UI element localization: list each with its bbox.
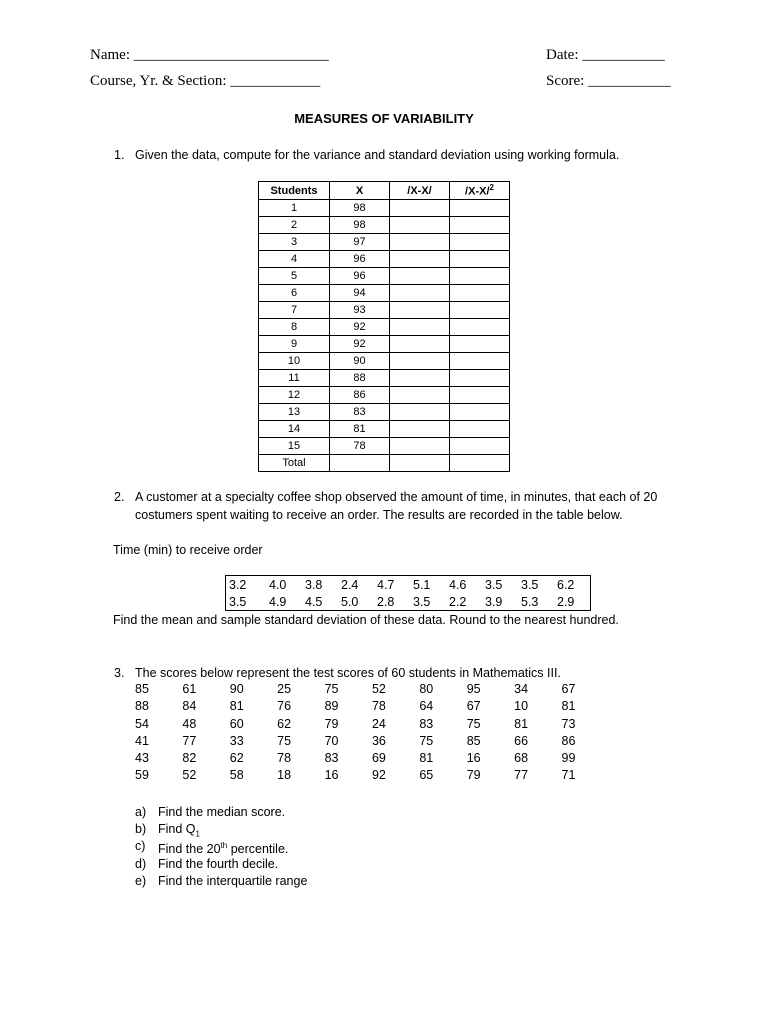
score-cell: 83 bbox=[419, 716, 434, 731]
score-cell: 71 bbox=[561, 768, 576, 783]
score-cell: 81 bbox=[561, 699, 576, 714]
score-cell: 43 bbox=[135, 751, 149, 766]
score-cell: 75 bbox=[277, 733, 292, 748]
table-row bbox=[259, 438, 510, 455]
score-cell: 75 bbox=[419, 733, 434, 748]
abs-deviation-squared-cell bbox=[450, 370, 510, 387]
abs-deviation-squared-cell bbox=[450, 353, 510, 370]
x-value-cell: 97 bbox=[330, 234, 390, 251]
abs-deviation-squared-cell bbox=[450, 268, 510, 285]
abs-deviation-squared-cell bbox=[450, 421, 510, 438]
total-value-cell bbox=[450, 455, 510, 472]
q1-number: 1. bbox=[114, 148, 125, 162]
student-number-cell: 10 bbox=[259, 353, 330, 370]
student-number-cell: 2 bbox=[259, 217, 330, 234]
time-value-cell: 5.1 bbox=[413, 577, 431, 592]
q3-score-grid bbox=[135, 682, 609, 786]
score-cell: 69 bbox=[371, 751, 386, 766]
table-row bbox=[259, 200, 510, 217]
abs-deviation-squared-cell bbox=[450, 319, 510, 336]
score-row bbox=[135, 699, 609, 716]
score-cell: 62 bbox=[277, 716, 292, 731]
abs-deviation-cell bbox=[390, 268, 450, 285]
score-cell: 85 bbox=[466, 733, 481, 748]
table-row bbox=[226, 576, 591, 594]
score-cell: 81 bbox=[419, 751, 434, 766]
time-value-cell: 4.0 bbox=[269, 577, 287, 592]
table-row bbox=[259, 336, 510, 353]
score-row bbox=[135, 682, 609, 699]
time-value-cell: 2.2 bbox=[449, 594, 467, 609]
time-value-cell: 2.4 bbox=[341, 577, 359, 592]
task-b-text: Find $Q_1$ bbox=[158, 822, 200, 839]
score-cell: 83 bbox=[324, 751, 339, 766]
score-cell: 75 bbox=[324, 682, 339, 696]
abs-deviation-cell bbox=[390, 353, 450, 370]
time-value-cell: 4.5 bbox=[305, 594, 323, 609]
abs-deviation-squared-cell bbox=[450, 285, 510, 302]
score-cell: 36 bbox=[371, 733, 386, 748]
table-row bbox=[259, 387, 510, 404]
table-row bbox=[259, 217, 510, 234]
score-row bbox=[135, 717, 609, 734]
time-value-cell: 2.8 bbox=[377, 594, 395, 609]
x-value-cell: 92 bbox=[330, 336, 390, 353]
score-cell: 85 bbox=[135, 682, 149, 696]
abs-deviation-squared-cell bbox=[450, 251, 510, 268]
total-value-cell bbox=[330, 455, 390, 472]
student-number-cell: 5 bbox=[259, 268, 330, 285]
time-value-cell: 2.9 bbox=[557, 594, 575, 609]
abs-deviation-cell bbox=[390, 319, 450, 336]
student-number-cell: 4 bbox=[259, 251, 330, 268]
time-value-cell: 3.5 bbox=[413, 594, 431, 609]
x-value-cell: 98 bbox=[330, 200, 390, 217]
abs-deviation-cell bbox=[390, 285, 450, 302]
score-cell: 77 bbox=[514, 768, 529, 783]
score-row bbox=[135, 768, 609, 785]
score-cell: 67 bbox=[561, 682, 576, 696]
q2-instruction: Find the mean and sample standard deviation of these data. Round to the nearest hundred. bbox=[113, 613, 619, 627]
task-c-text: Find the 20th percentile. bbox=[158, 841, 289, 857]
table-row bbox=[259, 404, 510, 421]
student-number-cell: 15 bbox=[259, 438, 330, 455]
x-value-cell: 90 bbox=[330, 353, 390, 370]
abs-deviation-squared-cell bbox=[450, 200, 510, 217]
abs-deviation-squared-cell bbox=[450, 336, 510, 353]
abs-deviation-squared-cell bbox=[450, 404, 510, 421]
score-cell: 16 bbox=[466, 751, 481, 766]
x-value-cell: 93 bbox=[330, 302, 390, 319]
time-value-cell: 4.6 bbox=[449, 577, 467, 592]
score-row bbox=[135, 751, 609, 768]
time-value-cell: 3.2 bbox=[229, 577, 247, 592]
score-row bbox=[135, 734, 609, 751]
x-value-cell: 94 bbox=[330, 285, 390, 302]
x-value-cell: 96 bbox=[330, 251, 390, 268]
time-value-cell: 4.7 bbox=[377, 577, 395, 592]
score-cell: 34 bbox=[514, 682, 529, 696]
abs-deviation-squared-cell bbox=[450, 234, 510, 251]
q3-text: The scores below represent the test scores of 60 students in Mathematics III. bbox=[135, 666, 561, 680]
x-value-cell: 86 bbox=[330, 387, 390, 404]
task-c-letter: c) bbox=[135, 839, 146, 853]
course-section-field-label: Course, Yr. & Section: ____________ bbox=[90, 73, 321, 89]
x-value-cell: 88 bbox=[330, 370, 390, 387]
abs-deviation-cell bbox=[390, 251, 450, 268]
q3-number: 3. bbox=[114, 666, 125, 680]
score-cell: 62 bbox=[229, 751, 244, 766]
column-header-abs-deviation-squared: /X-X/$^2$ bbox=[450, 182, 510, 200]
score-field-label: Score: ___________ bbox=[546, 73, 671, 89]
x-value-cell: 96 bbox=[330, 268, 390, 285]
table-row bbox=[259, 285, 510, 302]
task-e-text: Find the interquartile range bbox=[158, 874, 308, 888]
abs-deviation-cell bbox=[390, 336, 450, 353]
abs-deviation-cell bbox=[390, 438, 450, 455]
q1-text: Given the data, compute for the variance and standard deviation using working formula. bbox=[135, 148, 620, 162]
student-number-cell: 1 bbox=[259, 200, 330, 217]
time-value-cell: 3.8 bbox=[305, 577, 323, 592]
score-cell: 64 bbox=[419, 699, 434, 714]
q2-data-table bbox=[225, 575, 591, 611]
abs-deviation-cell bbox=[390, 200, 450, 217]
score-cell: 65 bbox=[419, 768, 434, 783]
student-number-cell: 7 bbox=[259, 302, 330, 319]
score-cell: 95 bbox=[466, 682, 481, 696]
table-row bbox=[226, 593, 591, 611]
score-cell: 78 bbox=[277, 751, 292, 766]
time-value-cell: 3.5 bbox=[229, 594, 247, 609]
abs-deviation-cell bbox=[390, 370, 450, 387]
score-cell: 48 bbox=[182, 716, 197, 731]
score-cell: 16 bbox=[324, 768, 339, 783]
time-value-cell: 5.0 bbox=[341, 594, 359, 609]
score-cell: 10 bbox=[514, 699, 529, 714]
score-cell: 59 bbox=[135, 768, 149, 783]
abs-deviation-cell bbox=[390, 217, 450, 234]
task-a-letter: a) bbox=[135, 805, 147, 819]
q2-text-line2: costumers spent waiting to receive an order. The results are recorded in the table below. bbox=[135, 508, 623, 522]
score-cell: 82 bbox=[182, 751, 197, 766]
x-value-cell: 98 bbox=[330, 217, 390, 234]
total-label-cell: Total bbox=[259, 455, 330, 472]
student-number-cell: 9 bbox=[259, 336, 330, 353]
x-value-cell: 81 bbox=[330, 421, 390, 438]
q1-table-header-row bbox=[259, 182, 510, 200]
abs-deviation-squared-cell bbox=[450, 387, 510, 404]
name-field-label: Name: __________________________ bbox=[90, 47, 329, 63]
score-cell: 86 bbox=[561, 733, 576, 748]
score-cell: 84 bbox=[182, 699, 197, 714]
task-d-text: Find the fourth decile. bbox=[158, 857, 279, 871]
score-cell: 52 bbox=[371, 682, 386, 696]
score-cell: 88 bbox=[135, 699, 149, 714]
time-value-cell: 4.9 bbox=[269, 594, 287, 609]
total-value-cell bbox=[390, 455, 450, 472]
score-cell: 80 bbox=[419, 682, 434, 696]
column-header-x: X bbox=[330, 182, 390, 200]
score-cell: 61 bbox=[182, 682, 197, 696]
abs-deviation-cell bbox=[390, 404, 450, 421]
abs-deviation-cell bbox=[390, 234, 450, 251]
time-value-cell: 3.5 bbox=[521, 577, 539, 592]
abs-deviation-cell bbox=[390, 302, 450, 319]
score-cell: 77 bbox=[182, 733, 197, 748]
time-value-cell: 3.9 bbox=[485, 594, 503, 609]
time-value-cell: 3.5 bbox=[485, 577, 503, 592]
x-value-cell: 78 bbox=[330, 438, 390, 455]
score-cell: 68 bbox=[514, 751, 529, 766]
score-cell: 41 bbox=[135, 733, 149, 748]
student-number-cell: 12 bbox=[259, 387, 330, 404]
x-value-cell: 92 bbox=[330, 319, 390, 336]
score-cell: 89 bbox=[324, 699, 339, 714]
score-cell: 75 bbox=[466, 716, 481, 731]
table-row bbox=[259, 302, 510, 319]
task-e-letter: e) bbox=[135, 874, 147, 888]
score-cell: 78 bbox=[371, 699, 386, 714]
abs-deviation-squared-cell bbox=[450, 438, 510, 455]
task-d-letter: d) bbox=[135, 857, 147, 871]
column-header-abs-deviation: /X-X/ bbox=[390, 182, 450, 200]
student-number-cell: 14 bbox=[259, 421, 330, 438]
student-number-cell: 11 bbox=[259, 370, 330, 387]
task-b-letter: b) bbox=[135, 822, 147, 836]
score-cell: 33 bbox=[229, 733, 244, 748]
score-cell: 54 bbox=[135, 716, 149, 731]
table-row bbox=[259, 370, 510, 387]
page-title: MEASURES OF VARIABILITY bbox=[294, 111, 474, 126]
abs-deviation-squared-cell bbox=[450, 302, 510, 319]
score-cell: 70 bbox=[324, 733, 339, 748]
abs-deviation-cell bbox=[390, 387, 450, 404]
table-row bbox=[259, 251, 510, 268]
time-value-cell: 5.3 bbox=[521, 594, 539, 609]
score-cell: 58 bbox=[229, 768, 244, 783]
table-row bbox=[259, 234, 510, 251]
student-number-cell: 13 bbox=[259, 404, 330, 421]
q2-number: 2. bbox=[114, 490, 125, 504]
score-cell: 24 bbox=[371, 716, 386, 731]
student-number-cell: 3 bbox=[259, 234, 330, 251]
score-cell: 66 bbox=[514, 733, 529, 748]
score-cell: 73 bbox=[561, 716, 576, 731]
time-value-cell: 6.2 bbox=[557, 577, 575, 592]
score-cell: 90 bbox=[229, 682, 244, 696]
score-cell: 81 bbox=[229, 699, 244, 714]
score-cell: 92 bbox=[371, 768, 386, 783]
score-cell: 76 bbox=[277, 699, 292, 714]
abs-deviation-squared-cell bbox=[450, 217, 510, 234]
table-row bbox=[259, 421, 510, 438]
q1-table bbox=[258, 181, 510, 472]
table-row bbox=[259, 319, 510, 336]
table-row bbox=[259, 268, 510, 285]
score-cell: 79 bbox=[466, 768, 481, 783]
date-field-label: Date: ___________ bbox=[546, 47, 665, 63]
abs-deviation-cell bbox=[390, 421, 450, 438]
student-number-cell: 8 bbox=[259, 319, 330, 336]
x-value-cell: 83 bbox=[330, 404, 390, 421]
score-cell: 18 bbox=[277, 768, 292, 783]
q2-text-line1: A customer at a specialty coffee shop observed the amount of time, in minutes, that each of 20 bbox=[135, 490, 658, 504]
table-row bbox=[259, 353, 510, 370]
score-cell: 67 bbox=[466, 699, 481, 714]
score-cell: 81 bbox=[514, 716, 529, 731]
score-cell: 25 bbox=[277, 682, 292, 696]
student-number-cell: 6 bbox=[259, 285, 330, 302]
score-cell: 60 bbox=[229, 716, 244, 731]
score-cell: 52 bbox=[182, 768, 197, 783]
table-total-row bbox=[259, 455, 510, 472]
column-header-students: Students bbox=[259, 182, 330, 200]
score-cell: 79 bbox=[324, 716, 339, 731]
q2-table-caption: Time (min) to receive order bbox=[113, 543, 263, 557]
task-a-text: Find the median score. bbox=[158, 805, 286, 819]
score-cell: 99 bbox=[561, 751, 576, 766]
